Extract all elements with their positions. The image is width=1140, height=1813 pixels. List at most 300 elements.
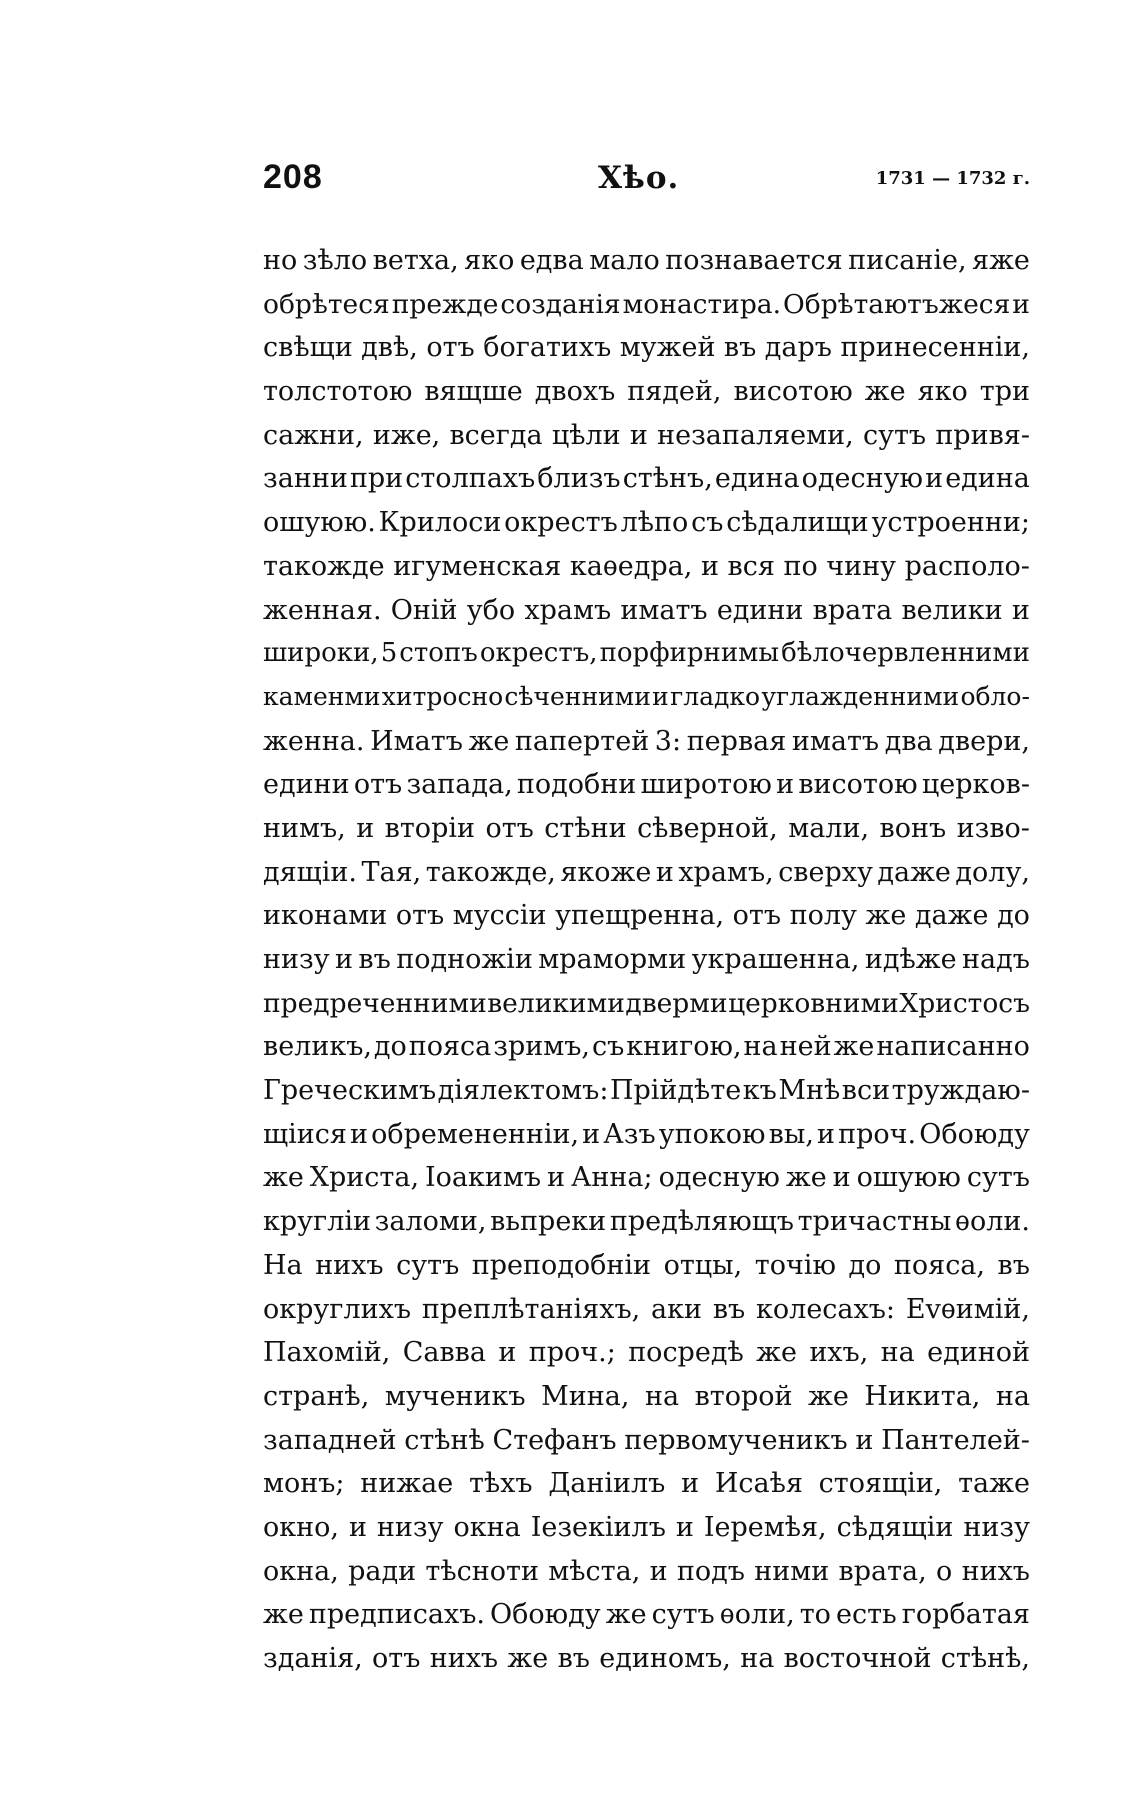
word: мученикъ <box>384 1380 526 1412</box>
word: располо- <box>904 550 1030 582</box>
word: книгою, <box>626 1031 742 1063</box>
word: и <box>649 1555 668 1587</box>
word: Азъ <box>603 1118 656 1150</box>
word: и <box>675 1511 694 1543</box>
word: сверху <box>778 856 873 888</box>
word: Обоюду <box>919 1118 1030 1150</box>
word: подножіи <box>396 944 533 975</box>
word: прежде <box>391 288 499 320</box>
word: идѣже <box>864 944 957 975</box>
word: отъ <box>372 1643 421 1674</box>
word: же <box>864 376 906 408</box>
word: сутъ <box>862 419 927 451</box>
word: сѣченними <box>504 681 651 711</box>
word: заломи, <box>374 1206 487 1238</box>
word: обло- <box>960 681 1030 711</box>
word: и <box>652 681 669 711</box>
word: вси <box>841 1075 891 1107</box>
word: сутъ <box>966 1162 1030 1194</box>
word: широтою <box>640 769 772 801</box>
word: бѣлочервленними <box>781 638 1030 669</box>
word: преплѣтаніяхъ, <box>421 1293 641 1325</box>
word: долу, <box>955 856 1030 888</box>
word: ветха, <box>372 245 459 276</box>
word: Исаѣя <box>714 1468 803 1500</box>
word: и <box>1012 288 1030 320</box>
word: мужей <box>619 332 716 364</box>
text-line <box>263 900 1030 944</box>
word: на <box>740 1643 775 1674</box>
word: Оній <box>390 594 458 626</box>
word: такожде, <box>425 856 556 888</box>
word: ѳоли, <box>719 1599 795 1631</box>
word: одесную <box>801 463 924 495</box>
word: гладко <box>670 681 761 711</box>
word: На <box>263 1249 303 1281</box>
word: колесахъ: <box>756 1293 896 1325</box>
word: столпахъ <box>405 463 536 495</box>
word: и <box>348 1511 367 1543</box>
word: и <box>335 944 354 975</box>
word: и <box>1011 594 1030 626</box>
word: круглiи <box>263 1206 371 1238</box>
word: же <box>785 1162 827 1194</box>
word: врата <box>812 594 893 626</box>
text-line <box>263 551 1030 595</box>
word: Іезекіилъ <box>530 1511 666 1543</box>
text-line <box>263 1162 1030 1206</box>
word: Греческимъ <box>263 1075 437 1107</box>
word: близъ <box>537 463 621 495</box>
word: единой <box>927 1337 1030 1369</box>
word: и <box>832 1162 851 1194</box>
word: убо <box>466 594 516 626</box>
word: сажни, <box>263 419 364 451</box>
word: написанно <box>876 1031 1030 1063</box>
word: цѣли <box>551 419 621 451</box>
word: якоже <box>560 856 652 888</box>
word: на <box>995 1380 1030 1412</box>
text-line <box>263 944 1030 988</box>
word: занни <box>263 463 348 495</box>
text-line <box>263 1556 1030 1600</box>
word: точію <box>754 1249 836 1281</box>
word: яко <box>464 245 515 276</box>
text-line <box>263 1381 1030 1425</box>
text-line <box>263 1512 1030 1556</box>
word: и <box>547 1162 566 1194</box>
word: полу <box>789 900 857 932</box>
word: отъ <box>353 769 403 801</box>
word: каменми <box>263 681 381 711</box>
word: стѣнѣ <box>404 1424 485 1456</box>
word: принесенніи, <box>840 332 1030 364</box>
word: подобни <box>516 769 637 801</box>
word: и <box>655 856 674 888</box>
word: свѣщи <box>263 332 353 364</box>
word: зѣло <box>302 245 368 276</box>
word: упокою <box>658 1118 766 1150</box>
word: висотою <box>733 376 853 408</box>
word: на <box>644 1380 680 1412</box>
word: таже <box>958 1468 1030 1500</box>
word: труждаю- <box>891 1075 1030 1107</box>
word: Обрѣтаютъжеся <box>783 288 1011 320</box>
word: писаніе, <box>848 245 967 276</box>
word: вся <box>727 550 775 582</box>
word: въ <box>557 1643 590 1674</box>
word: одесную <box>658 1162 780 1194</box>
word: обремененніи, <box>371 1118 580 1150</box>
word: пядей, <box>627 376 722 408</box>
word: діялектомъ: <box>437 1075 609 1107</box>
word: же <box>865 900 907 932</box>
word: восточной <box>783 1643 932 1674</box>
word: на <box>880 1337 915 1369</box>
word: женна. <box>263 725 365 757</box>
word: хитросно <box>381 681 504 711</box>
word: предреченними <box>263 987 487 1019</box>
word: то <box>799 1599 831 1631</box>
word: предѣляющъ <box>609 1206 794 1238</box>
word: Крилоси <box>378 507 502 539</box>
word: нихъ <box>429 1643 499 1674</box>
word: по <box>783 550 818 582</box>
word: тричастны <box>797 1206 952 1238</box>
word: Еvѳимій, <box>905 1293 1030 1325</box>
word: подъ <box>676 1555 745 1587</box>
text-line <box>263 988 1030 1032</box>
word: три <box>979 376 1030 408</box>
word: иматъ <box>620 594 708 626</box>
word: украшенна, <box>691 944 860 975</box>
word: монъ; <box>263 1468 345 1500</box>
word: при <box>349 463 404 495</box>
text-line <box>263 595 1030 639</box>
word: стѣни <box>544 812 627 844</box>
word: второй <box>694 1380 793 1412</box>
text-line <box>263 1294 1030 1338</box>
word: стоящіи, <box>818 1468 943 1500</box>
word: ней <box>779 1031 832 1063</box>
word: великими <box>487 987 625 1019</box>
word: чину <box>826 550 897 582</box>
word: отъ <box>732 900 782 932</box>
word: Іоакимъ <box>424 1162 542 1194</box>
word: же <box>833 1031 875 1063</box>
word: висотою <box>798 769 918 801</box>
word: съ <box>591 1031 625 1063</box>
word: округлихъ <box>263 1293 411 1325</box>
word: великъ, <box>263 1031 372 1063</box>
word: ихъ, <box>809 1337 869 1369</box>
word: горбатая <box>901 1599 1030 1631</box>
word: игуменская <box>393 550 562 582</box>
word: же <box>263 1599 304 1631</box>
body-text <box>263 245 1030 1687</box>
word: и <box>925 463 944 495</box>
word: яко <box>917 376 968 408</box>
word: до <box>997 900 1030 932</box>
page-number: 208 <box>263 158 323 196</box>
text-line <box>263 245 1030 289</box>
word: едини <box>263 769 350 801</box>
word: щіися <box>263 1118 347 1150</box>
word: Савва <box>402 1337 486 1369</box>
word: едини <box>716 594 804 626</box>
word: такожде <box>263 550 385 582</box>
word: каѳедра, <box>569 550 693 582</box>
word: ошуюю <box>856 1162 961 1194</box>
word: мали, <box>788 812 870 844</box>
word: тѣхъ <box>468 1468 533 1500</box>
word: храмъ <box>524 594 612 626</box>
word: ради <box>348 1555 417 1587</box>
text-line <box>263 726 1030 770</box>
word: зданія, <box>263 1643 363 1674</box>
word: широки, <box>263 638 379 669</box>
word: едина <box>714 463 800 495</box>
word: вы, <box>768 1118 814 1150</box>
word: иже, <box>372 419 441 451</box>
word: врата, <box>838 1555 927 1587</box>
word: тѣсноти <box>425 1555 539 1587</box>
word: мѣста, <box>548 1555 641 1587</box>
word: Христа, <box>309 1162 420 1194</box>
word: двохъ <box>534 376 616 408</box>
text-line <box>263 813 1030 857</box>
word: Иматъ <box>370 725 463 757</box>
word: но <box>263 245 298 276</box>
word: упещренна, <box>555 900 725 932</box>
word: церков- <box>921 769 1030 801</box>
text-line <box>263 376 1030 420</box>
word: сѣдящіи <box>836 1511 954 1543</box>
page-header <box>263 158 1030 208</box>
word: храмъ, <box>678 856 774 888</box>
word: же <box>808 1380 849 1412</box>
word: низу <box>963 1511 1030 1543</box>
word: мало <box>589 245 660 276</box>
word: въ <box>712 1293 746 1325</box>
year-range: 1731 — 1732 г. <box>875 168 1030 189</box>
word: пояса <box>408 1031 492 1063</box>
text-line <box>263 507 1030 551</box>
word: вящше <box>424 376 523 408</box>
word: съ <box>691 507 724 539</box>
text-line <box>263 1643 1030 1687</box>
word: сѣдалищи <box>726 507 869 539</box>
word: надъ <box>962 944 1030 975</box>
word: дверми <box>625 987 728 1019</box>
word: окрестъ, <box>479 638 598 669</box>
word: посредѣ <box>628 1337 744 1369</box>
word: Никита, <box>864 1380 981 1412</box>
word: стѣнѣ, <box>940 1643 1030 1674</box>
word: женная. <box>263 594 382 626</box>
word: въ <box>997 1249 1030 1281</box>
word: до <box>373 1031 407 1063</box>
word: окна <box>453 1511 521 1543</box>
word: отъ <box>485 812 534 844</box>
word: первомученикъ <box>624 1424 848 1456</box>
word: Прійдѣте <box>609 1075 742 1107</box>
word: Стефанъ <box>492 1424 617 1456</box>
word: ѳоли. <box>955 1206 1030 1238</box>
word: изво- <box>956 812 1030 844</box>
word: до <box>848 1249 882 1281</box>
word: проч.; <box>528 1337 616 1369</box>
text-line <box>263 1337 1030 1381</box>
word: всегда <box>449 419 543 451</box>
word: же <box>605 1599 647 1631</box>
word: иконами <box>263 900 388 932</box>
word: запада, <box>406 769 513 801</box>
word: низу <box>263 944 330 975</box>
word: въ <box>358 944 391 975</box>
word: велики <box>901 594 1003 626</box>
text-line <box>263 1468 1030 1512</box>
word: нижае <box>360 1468 454 1500</box>
word: ними <box>754 1555 830 1587</box>
word: и <box>817 1118 836 1150</box>
word: незапаляеми, <box>657 419 854 451</box>
word: муссіи <box>452 900 547 932</box>
word: познавается <box>665 245 843 276</box>
word: отъ <box>395 900 445 932</box>
text-line <box>263 463 1030 507</box>
text-line <box>263 1425 1030 1469</box>
word: дящіи. <box>263 856 357 888</box>
word: окно, <box>263 1511 339 1543</box>
word: едва <box>519 245 584 276</box>
word: сутъ <box>396 1249 460 1281</box>
word: и <box>629 419 648 451</box>
text-line <box>263 682 1030 726</box>
word: же <box>507 1643 549 1674</box>
word: предписахъ. <box>308 1599 485 1631</box>
word: пояса, <box>893 1249 985 1281</box>
word: же <box>468 725 510 757</box>
text-line <box>263 857 1030 901</box>
word: порфирнимы <box>599 638 780 669</box>
word: стопъ <box>399 638 478 669</box>
word: толстотою <box>263 376 413 408</box>
word: Обоюду <box>490 1599 601 1631</box>
text-line <box>263 420 1030 464</box>
word: Анна; <box>570 1162 653 1194</box>
word: даже <box>914 900 989 932</box>
word: на <box>743 1031 778 1063</box>
word: Мнѣ <box>778 1075 841 1107</box>
word: даръ <box>764 332 832 364</box>
word: двери, <box>938 725 1030 757</box>
word: проч. <box>838 1118 917 1150</box>
text-line <box>263 1075 1030 1119</box>
text-line <box>263 1250 1030 1294</box>
word: вьпреки <box>490 1206 607 1238</box>
word: два <box>884 725 933 757</box>
word: едина <box>945 463 1030 495</box>
word: стѣнъ, <box>622 463 713 495</box>
word: окна, <box>263 1555 339 1587</box>
word: созданія <box>500 288 621 320</box>
text-line <box>263 332 1030 376</box>
word: преподобніи <box>471 1249 652 1281</box>
word: Христосъ <box>899 987 1030 1019</box>
word: 3: <box>654 725 682 757</box>
word: папертей <box>514 725 650 757</box>
word: и <box>498 1337 517 1369</box>
word: монастира. <box>622 288 782 320</box>
word: богатихъ <box>483 332 612 364</box>
word: нихъ <box>315 1249 384 1281</box>
text-line <box>263 769 1030 813</box>
word: Пантелей- <box>881 1424 1030 1456</box>
word: ошуюю. <box>263 507 376 539</box>
word: Даніилъ <box>548 1468 666 1500</box>
text-line <box>263 638 1030 682</box>
running-title: Хѣо. <box>598 160 680 196</box>
word: обрѣтеся <box>263 288 390 320</box>
word: и <box>700 550 719 582</box>
word: и <box>582 1118 601 1150</box>
text-line <box>263 1031 1030 1075</box>
word: Пахомій, <box>263 1337 391 1369</box>
word: о <box>936 1555 953 1587</box>
word: углажденними <box>761 681 960 711</box>
text-line <box>263 1206 1030 1250</box>
word: первая <box>686 725 787 757</box>
word: сѣверной, <box>637 812 778 844</box>
word: двѣ, <box>361 332 418 364</box>
word: и <box>776 769 795 801</box>
word: нимъ, <box>263 812 346 844</box>
word: и <box>855 1424 874 1456</box>
word: низу <box>376 1511 444 1543</box>
text-line <box>263 289 1030 333</box>
word: 5 <box>380 638 398 669</box>
word: отцы, <box>663 1249 743 1281</box>
word: привя- <box>935 419 1030 451</box>
word: же <box>263 1162 304 1194</box>
word: яже <box>972 245 1030 276</box>
word: и <box>350 1118 368 1150</box>
word: устроенни; <box>871 507 1030 539</box>
word: зримъ, <box>493 1031 591 1063</box>
word: иматъ <box>791 725 880 757</box>
word: Тая, <box>361 856 422 888</box>
text-line <box>263 1119 1030 1163</box>
word: церковними <box>728 987 899 1019</box>
text-line <box>263 1599 1030 1643</box>
word: лѣпо <box>620 507 689 539</box>
word: мраморми <box>538 944 687 975</box>
word: даже <box>877 856 951 888</box>
word: окрестъ <box>504 507 618 539</box>
word: сутъ <box>651 1599 715 1631</box>
word: аки <box>651 1293 702 1325</box>
word: въ <box>723 332 757 364</box>
word: нихъ <box>961 1555 1030 1587</box>
word: Іеремѣя, <box>703 1511 827 1543</box>
word: вторіи <box>384 812 475 844</box>
word: же <box>756 1337 797 1369</box>
word: западней <box>263 1424 397 1456</box>
word: странѣ, <box>263 1380 370 1412</box>
word: и <box>681 1468 700 1500</box>
word: Мина, <box>541 1380 630 1412</box>
